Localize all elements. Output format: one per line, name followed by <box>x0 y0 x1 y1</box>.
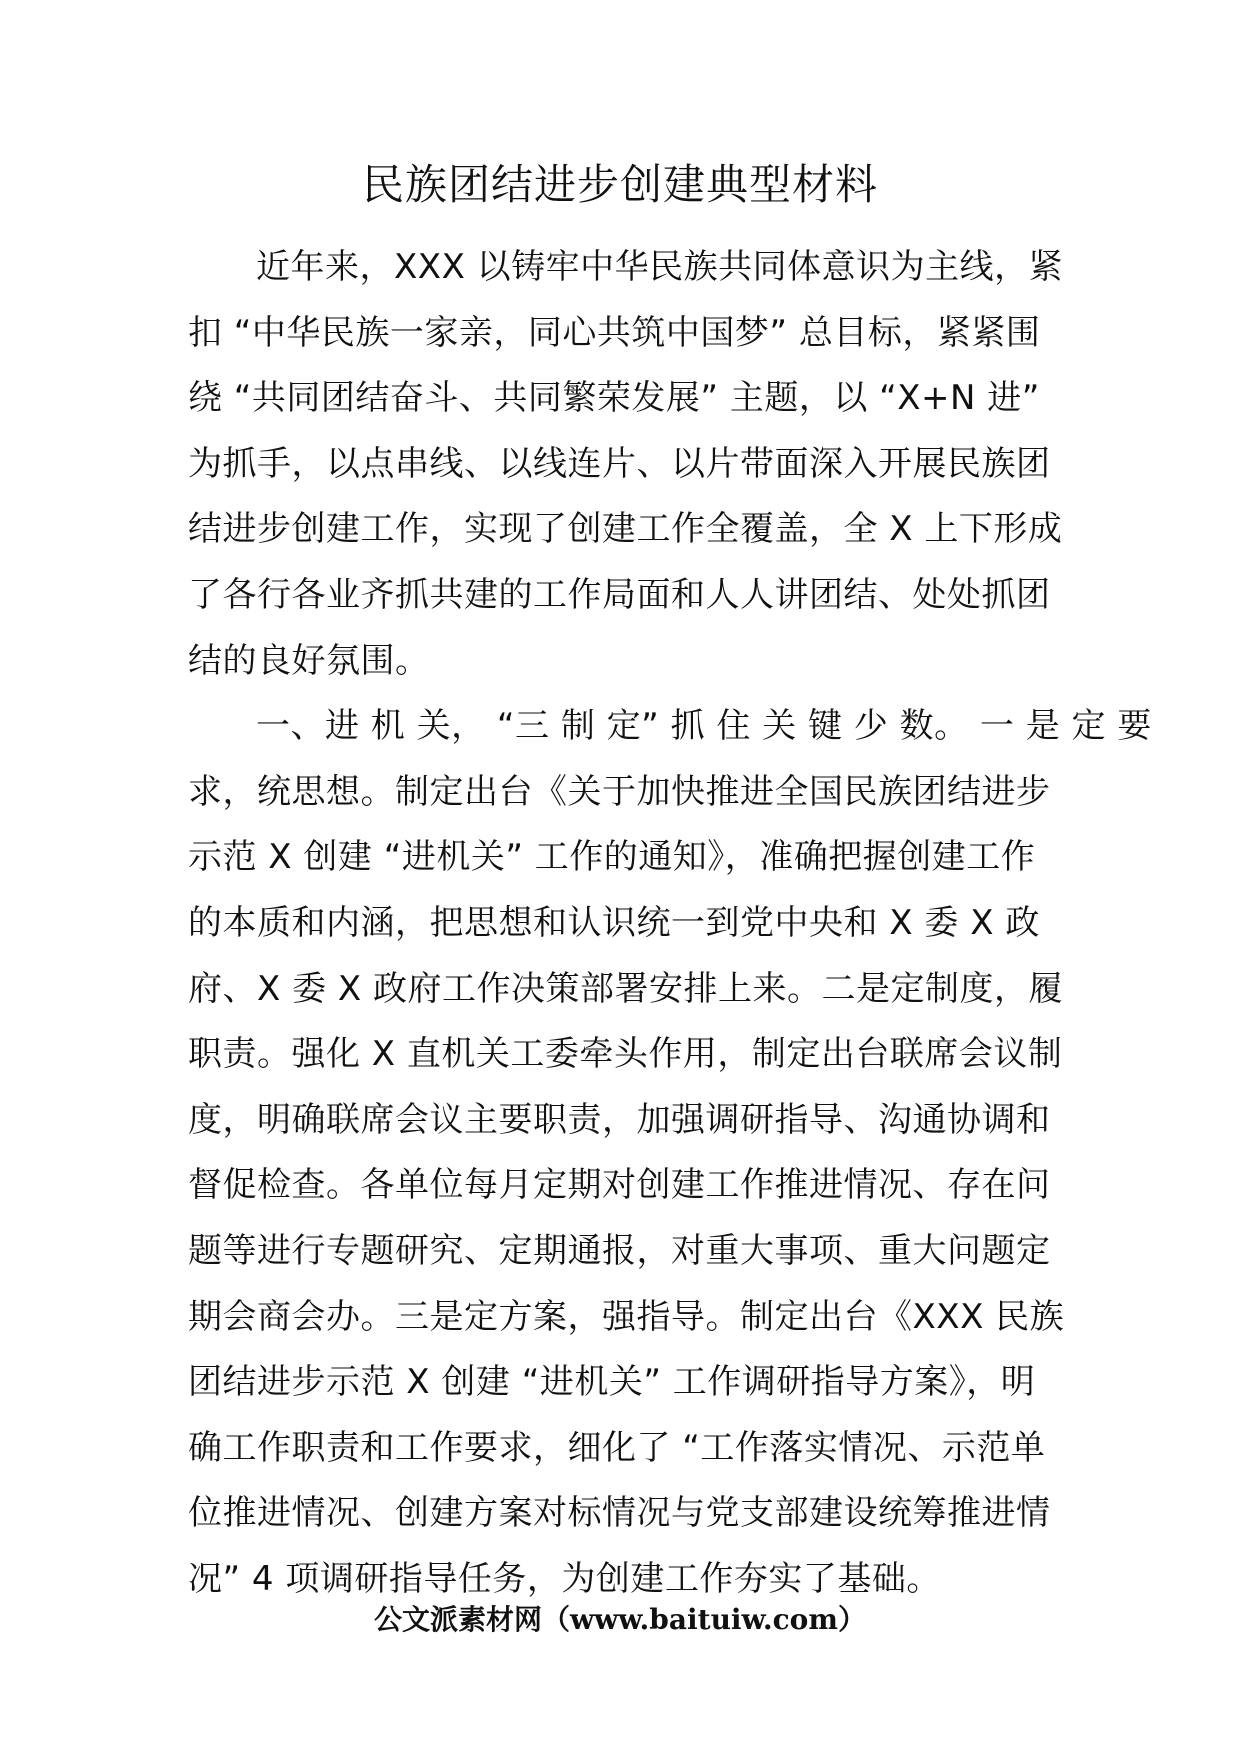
paragraph-1-line: 绕 “共同团结奋斗、共同繁荣发展” 主题，以 “X+N 进” <box>188 378 1040 419</box>
paragraph-2-line: 示范 X 创建 “进机关” 工作的通知》，准确把握创建工作 <box>188 837 1036 878</box>
document-body <box>188 235 1152 1612</box>
paragraph-1-line: 近年来，XXX 以铸牢中华民族共同体意识为主线，紧 <box>256 247 1064 287</box>
paragraph-1-line: 结进步创建工作，实现了创建工作全覆盖，全 X 上下形成 <box>188 509 1063 550</box>
section-heading-line: 一、进 机 关， “三 制 定” 抓 住 关 键 少 数。 一 是 定 要 <box>256 706 1152 747</box>
paragraph-2-line: 题等进行专题研究、定期通报，对重大事项、重大问题定 <box>188 1230 1051 1271</box>
paragraph-1-line: 了各行各业齐抓共建的工作局面和人人讲团结、处处抓团 <box>188 574 1051 615</box>
paragraph-1-line: 为抓手，以点串线、以线连片、以片带面深入开展民族团 <box>188 443 1051 484</box>
paragraph-2-line: 的本质和内涵，把思想和认识统一到党中央和 X 委 X 政 <box>188 902 1040 943</box>
paragraph-2-line: 府、X 委 X 政府工作决策部署安排上来。二是定制度，履 <box>188 968 1064 1009</box>
paragraph-2-line: 确工作职责和工作要求，细化了 “工作落实情况、示范单 <box>188 1427 1046 1468</box>
paragraph-2-line: 职责。强化 X 直机关工委牵头作用，制定出台联席会议制 <box>188 1034 1063 1075</box>
paragraph-2-line: 度，明确联席会议主要职责，加强调研指导、沟通协调和 <box>188 1099 1051 1140</box>
paragraph-2-line: 团结进步示范 X 创建 “进机关” 工作调研指导方案》，明 <box>188 1362 1036 1403</box>
paragraph-2-line: 求，统思想。制定出台《关于加快推进全国民族团结进步 <box>188 771 1051 812</box>
document-title: 民族团结进步创建典型材料 <box>361 160 878 209</box>
paragraph-2-line: 况” 4 项调研指导任务，为创建工作夯实了基础。 <box>188 1558 941 1599</box>
footer-watermark: 公文派素材网（www.baituiw.com） <box>374 1603 866 1636</box>
paragraph-2-line: 期会商会办。三是定方案，强指导。制定出台《XXX 民族 <box>188 1296 1065 1337</box>
paragraph-2-line: 位推进情况、创建方案对标情况与党支部建设统筹推进情 <box>188 1493 1051 1534</box>
paragraph-1-line: 扣 “中华民族一家亲，同心共筑中国梦” 总目标，紧紧围 <box>188 312 1041 353</box>
paragraph-2-line: 督促检查。各单位每月定期对创建工作推进情况、存在问 <box>188 1165 1051 1206</box>
paragraph-1-line: 结的良好氛围。 <box>188 640 430 681</box>
